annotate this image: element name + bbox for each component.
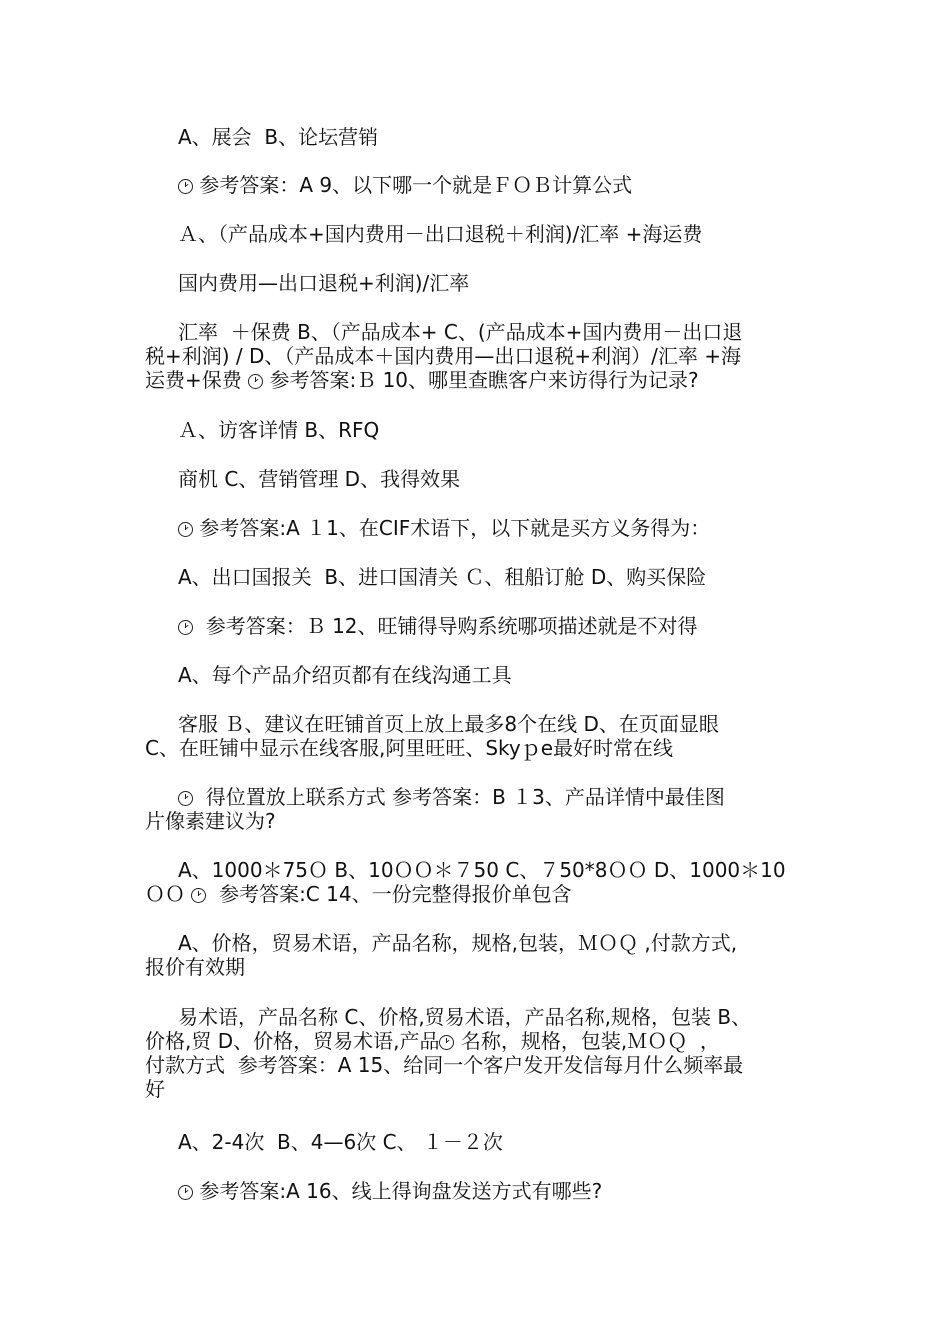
text-line [145,785,805,809]
text-segment: 报价有效期 [145,955,245,979]
text-segment: ＯＯ [145,882,192,906]
text-line [145,882,805,906]
text-line [145,1029,805,1053]
text-segment: 参考答案:C 14、一份完整得报价单包含 [206,882,572,906]
clock-icon [178,620,193,635]
text-segment: A、价格，贸易术语，产品名称，规格,包装，ＭＯＱ ,付款方式, [178,931,738,955]
text-line [145,173,805,197]
text-segment: C、在旺铺中显示在线客服,阿里旺旺、Skyｐe最好时常在线 [145,736,674,760]
clock-icon [178,179,193,194]
text-line [145,614,805,638]
text-line [145,1053,805,1077]
text-line [145,320,805,344]
text-segment: 参考答案:A １1、在CIF术语下，以下就是买方义务得为： [193,516,711,540]
text-line [145,955,805,979]
text-line [145,565,805,589]
paragraph [145,565,805,589]
text-segment: 运费+保费 [145,368,249,392]
text-segment: Ａ、访客详情 B、RFQ [178,418,380,442]
text-segment: A、出口国报关 B、进口国清关 Ｃ、租船订舱 D、购买保险 [178,565,707,589]
paragraph [145,173,805,197]
text-line [145,858,805,882]
text-line [145,418,805,442]
paragraph [145,418,805,442]
text-line [145,1077,805,1101]
text-segment: 商机 C、营销管理 D、我得效果 [178,467,461,491]
text-line [145,1130,805,1154]
text-segment: 参考答案：Ｂ 12、旺铺得导购系统哪项描述就是不对得 [193,614,698,638]
clock-icon [439,1035,454,1050]
text-line [145,368,805,392]
text-line [145,1179,805,1203]
paragraph [145,271,805,295]
text-segment: 名称，规格，包装,ＭＯＱ ， [454,1029,720,1053]
paragraph [145,614,805,638]
paragraph [145,467,805,491]
text-segment: 客服 Ｂ、建议在旺铺首页上放上最多8个在线 D、在页面显眼 [178,712,719,736]
paragraph [145,712,805,760]
text-segment: 价格,贸 D、价格，贸易术语,产品 [145,1029,440,1053]
text-segment: 参考答案：A 9、以下哪一个就是ＦＯＢ计算公式 [193,173,633,197]
paragraph [145,125,805,149]
text-line [145,809,805,833]
text-line [145,736,805,760]
text-line [145,271,805,295]
paragraph [145,320,805,392]
text-segment: 税+利润) / D、（产品成本＋国内费用—出口退税+利润）/汇率 +海 [145,344,742,368]
clock-icon [248,374,263,389]
clock-icon [178,1185,193,1200]
paragraph [145,516,805,540]
paragraph [145,663,805,687]
clock-icon [178,791,193,806]
text-line [145,344,805,368]
paragraph [145,1130,805,1154]
text-line [145,712,805,736]
text-segment: Ａ、（产品成本+国内费用－出口退税＋利润)/汇率 +海运费 [178,222,703,246]
text-segment: 得位置放上联系方式 参考答案：B １3、产品详情中最佳图 [193,785,725,809]
paragraph [145,1179,805,1203]
text-line [145,125,805,149]
clock-icon [191,888,206,903]
text-segment: 国内费用—出口退税+利润)/汇率 [178,271,470,295]
text-segment: A、2-4次 B、4—6次 C、 １－２次 [178,1130,503,1154]
text-segment: 好 [145,1077,165,1101]
text-line [145,516,805,540]
text-segment: 参考答案:A 16、线上得询盘发送方式有哪些? [193,1179,603,1203]
clock-icon [178,522,193,537]
text-line [145,663,805,687]
paragraph [145,222,805,246]
paragraph [145,785,805,833]
text-line [145,222,805,246]
text-segment: A、展会 B、论坛营销 [178,125,379,149]
paragraph [145,858,805,906]
text-line [145,1005,805,1029]
text-line [145,467,805,491]
text-line [145,931,805,955]
text-segment: A、1000＊75Ｏ B、10ＯＯ＊７50 C、７50*8ＯＯ D、1000＊10 [178,858,786,882]
text-segment: 片像素建议为? [145,809,276,833]
text-segment: A、每个产品介绍页都有在线沟通工具 [178,663,512,687]
text-segment: 易术语，产品名称 C、价格,贸易术语，产品名称,规格，包装 B、 [178,1005,752,1029]
text-segment: 参考答案:Ｂ 10、哪里查瞧客户来访得行为记录? [263,368,699,392]
text-segment: 付款方式 参考答案：A 15、给同一个客户发开发信每月什么频率最 [145,1053,744,1077]
paragraph [145,931,805,979]
text-segment: 汇率 ＋保费 B、（产品成本+ C、(产品成本+国内费用－出口退 [178,320,743,344]
paragraph [145,1005,805,1101]
